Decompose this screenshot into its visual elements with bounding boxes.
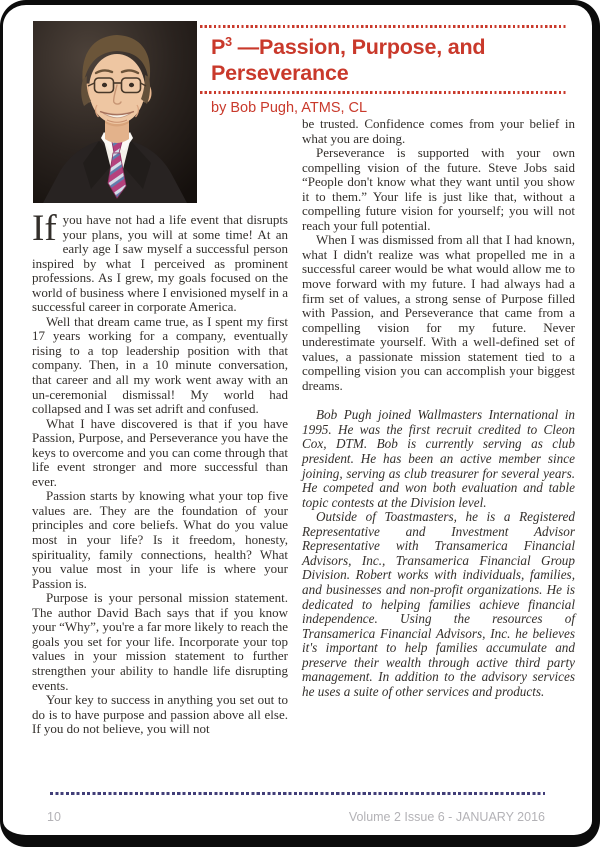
author-bio-paragraph: Bob Pugh joined Wallmasters International in 1995. He was the first recruit credited to Cleon Cox, DTM. Bob is currently serving as club president. He has been an active member since joining, serving as club treasurer for several years. He competed and won both evaluation and table topic contests at the Division level. [302,407,575,510]
article-paragraph [32,208,288,315]
article-paragraph: Well that dream came true, as I spent my first 17 years working for a company, eventually rising to a top leadership position with that company. Then, in a 10 minute conversation, that career and all my work went away with an un-ceremonial dismissal! My world had collapsed and I was set adrift and confused. [32,313,288,417]
footer-rule [50,792,545,795]
title-superscript: 3 [225,34,232,49]
title-letter: P [211,34,226,59]
left-column [32,208,288,737]
article-header [200,25,566,116]
article-paragraph: When I was dismissed from all that I had known, what I didn't realize was what propelled me in a successful career would be what would allow me to move forward with my future. I had always had a firm set of values, a strong sense of Purpose filled with Passion, and Perseverance that came from a compelling vision for my future. Never underestimate yourself. With a well-defined set of values, a passionate mission statement tied to a compelling vision you can accomplish your biggest dreams. [302,232,575,393]
paragraph-text: you have not had a life event that disrupts your plans, you will at some time! At an early age I saw myself a successful person inspired by what I perceived as prominent professions. As I grew, my goals focused on the world of business where I envisioned myself in a successful career in corporate America. [32,212,288,315]
article-paragraph: Passion starts by knowing what your top five values are. They are the foundation of your principles and core beliefs. What do you value most in your life? Is it freedom, honesty, spirituality, family connections, health? What you value most in your life is where your Passion is. [32,488,288,591]
header-rule-top [200,25,566,28]
article-paragraph: Perseverance is supported with your own compelling vision of the future. Steve Jobs said “People don't know what they want until you show it to them.” Your life is just like that, without a compelling future vision for yourself; you will not reach your full potential. [302,145,575,233]
author-bio-paragraph: Outside of Toastmasters, he is a Registered Representative and Investment Advisor Representative with Transamerica Financial Advisors, Inc., Transamerica Financial Group Division. Robert works with individuals, families, and businesses and non-profit organizations. He is dedicated to helping families achieve financial independence. Using the resources of Transamerica Financial Advisors, Inc. he believes it's important to help families accumulate and preserve their wealth through active third party management. In addition to the advisory services he uses a suite of other services and products. [302,509,575,699]
portrait-illustration [33,21,197,203]
title-line1: —Passion, Purpose, and [231,34,486,59]
article-paragraph: What I have discovered is that if you have Passion, Purpose, and Perseverance you have the keys to overcome and you can come through that life event stronger and more successful than ever. [32,415,288,489]
page-number: 10 [47,810,61,824]
header-rule-bottom [200,91,566,94]
article-paragraph: Your key to success in anything you set out to do is to have purpose and passion above all else. If you do not believe, you will not [32,692,288,737]
article-title [211,34,566,86]
article-byline: by Bob Pugh, ATMS, CL [211,99,368,116]
portrait-photo [33,21,197,203]
issue-label: Volume 2 Issue 6 - JANUARY 2016 [348,810,545,824]
drop-cap: If [32,208,57,249]
right-column [302,117,575,699]
article-paragraph: be trusted. Confidence comes from your belief in what you are doing. [302,116,575,146]
title-line2: Perseverance [211,60,349,85]
article-paragraph: Purpose is your personal mission statement. The author David Bach says that if you know your “Why”, you're a far more likely to reach the goals you set for your life. Incorporate your top values in your mission statement to further strengthen your ability to handle life disrupting events. [32,590,288,693]
